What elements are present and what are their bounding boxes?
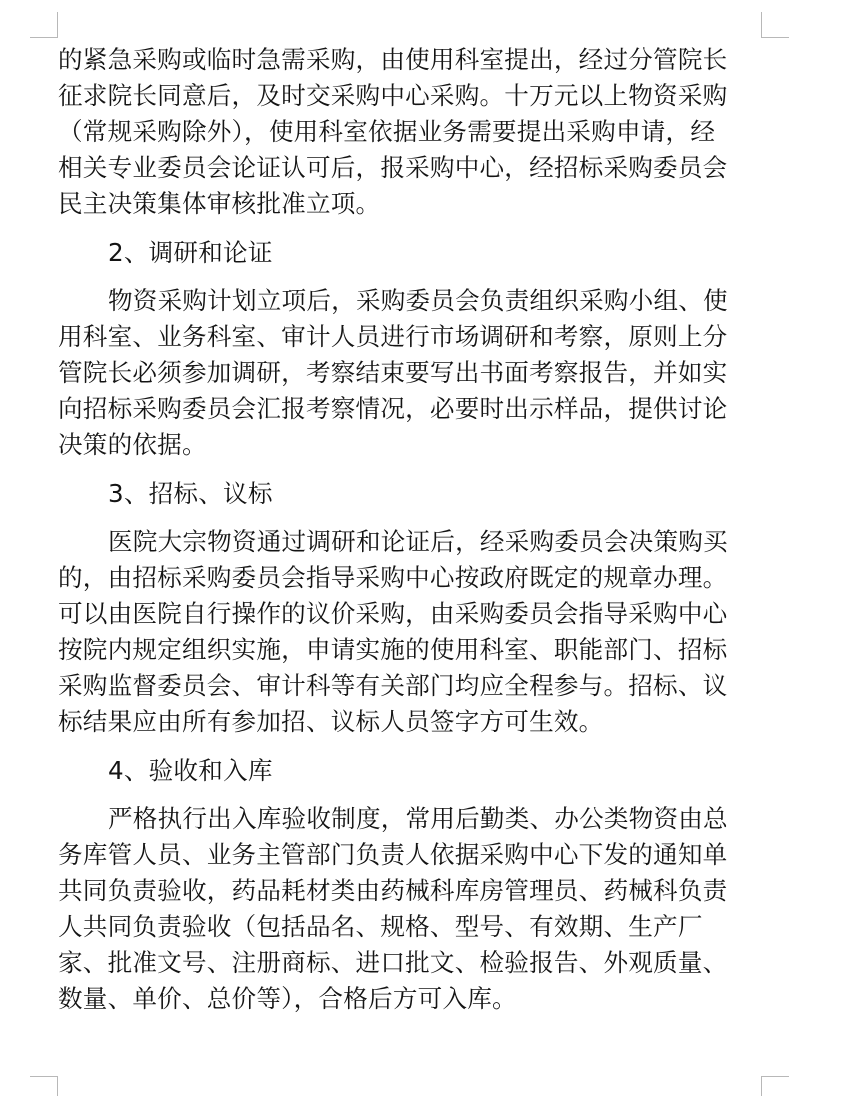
paragraph-spacing <box>58 740 770 753</box>
paragraph-line: 可以由医院自行操作的议价采购，由采购委员会指导采购中心 <box>58 599 728 628</box>
paragraph-spacing <box>58 789 770 802</box>
paragraph-line: 家、批准文号、注册商标、进口批文、检验报告、外观质量、 <box>58 948 728 977</box>
paragraph-line: 征求院长同意后，及时交采购中心采购。十万元以上物资采购 <box>58 81 728 110</box>
crop-mark-bottom-left-vertical <box>57 1076 58 1096</box>
paragraph-spacing <box>58 512 770 525</box>
crop-mark-top-right-horizontal <box>761 37 789 38</box>
heading-text: 2、调研和论证 <box>108 237 273 267</box>
paragraph-line: 医院大宗物资通过调研和论证后，经采购委员会决策购买 <box>108 527 728 556</box>
paragraph-acceptance <box>58 801 770 1017</box>
paragraph-line: 的紧急采购或临时急需采购，由使用科室提出，经过分管院长 <box>58 45 728 74</box>
crop-mark-bottom-right-horizontal <box>761 1076 789 1077</box>
paragraph-line: 标结果应由所有参加招、议标人员签字方可生效。 <box>58 707 604 736</box>
paragraph-research <box>58 283 770 463</box>
document-body <box>58 42 770 1017</box>
paragraph-line: 严格执行出入库验收制度，常用后勤类、办公类物资由总 <box>108 804 728 833</box>
section-heading-research <box>58 235 770 271</box>
paragraph-line: 物资采购计划立项后，采购委员会负责组织采购小组、使 <box>108 286 728 315</box>
crop-mark-bottom-right-vertical <box>761 1076 762 1096</box>
paragraph-spacing <box>58 463 770 476</box>
paragraph-line: （常规采购除外），使用科室依据业务需要提出采购申请，经 <box>58 117 716 146</box>
section-heading-acceptance <box>58 753 770 789</box>
paragraph-line: 共同负责验收，药品耗材类由药械科库房管理员、药械科负责 <box>58 876 728 905</box>
paragraph-spacing <box>58 271 770 284</box>
crop-mark-bottom-left-horizontal <box>30 1076 58 1077</box>
paragraph-line: 务库管人员、业务主管部门负责人依据采购中心下发的通知单 <box>58 840 728 869</box>
heading-text: 4、验收和入库 <box>108 755 273 785</box>
crop-mark-top-right-vertical <box>761 12 762 38</box>
paragraph-line: 数量、单价、总价等），合格后方可入库。 <box>58 984 517 1013</box>
paragraph-line: 用科室、业务科室、审计人员进行市场调研和考察，原则上分 <box>58 322 728 351</box>
paragraph-line: 民主决策集体审核批准立项。 <box>58 189 381 218</box>
heading-text: 3、招标、议标 <box>108 478 273 508</box>
paragraph-line: 管院长必须参加调研，考察结束要写出书面考察报告，并如实 <box>58 358 728 387</box>
paragraph-bidding <box>58 524 770 740</box>
paragraph-line: 向招标采购委员会汇报考察情况，必要时出示样品，提供讨论 <box>58 394 728 423</box>
paragraph-line: 采购监督委员会、审计科等有关部门均应全程参与。招标、议 <box>58 671 728 700</box>
paragraph-line: 的，由招标采购委员会指导采购中心按政府既定的规章办理。 <box>58 563 728 592</box>
section-heading-bidding <box>58 476 770 512</box>
paragraph-line: 决策的依据。 <box>58 430 207 459</box>
paragraph-line: 相关专业委员会论证认可后，报采购中心，经招标采购委员会 <box>58 153 728 182</box>
paragraph-approval-procedure <box>58 42 770 222</box>
paragraph-spacing <box>58 222 770 235</box>
crop-mark-top-left-horizontal <box>30 37 58 38</box>
paragraph-line: 人共同负责验收（包括品名、规格、型号、有效期、生产厂 <box>58 912 703 941</box>
paragraph-line: 按院内规定组织实施，申请实施的使用科室、职能部门、招标 <box>58 635 728 664</box>
crop-mark-top-left-vertical <box>57 12 58 38</box>
